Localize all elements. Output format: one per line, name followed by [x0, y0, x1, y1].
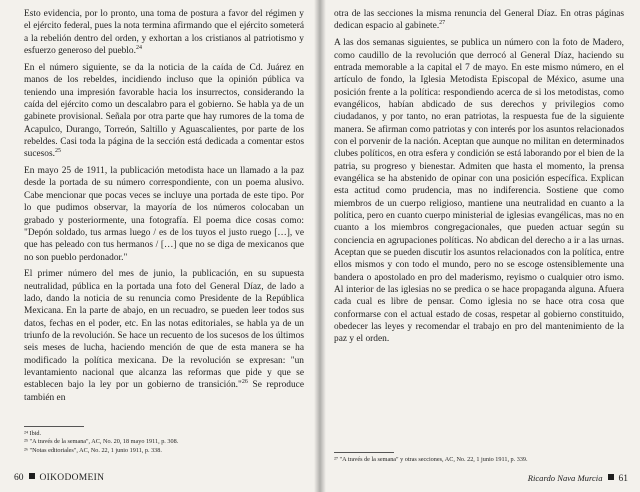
- footnote: ²⁴ Ibid.: [24, 430, 42, 437]
- right-folio: [528, 473, 628, 484]
- left-footnotes: [24, 430, 304, 455]
- footnote: ²⁵ "A través de la semana", AC, No. 20, 18 mayo 1911, p. 308.: [24, 438, 179, 446]
- square-bullet-icon: [608, 474, 614, 480]
- paragraph: En el número siguiente, se da la noticia de la caída de Cd. Juárez en manos de los rebeldes, incidiendo incluso que la opinión pública va teniendo una impresión favorable hacia los insurrectos, considerando la caída del ejército como un descalabro para el gobierno. Se habla ya de un gabinete provisional. Señala por otra parte que hay rumores de la toma de Acapulco, Durango, Torreón, Saltillo y Aguascalientes, por parte de los rebeldes. Casi toda la página de la sección está dedicada a comentar estos sucesos.$^{25}$: [24, 62, 304, 160]
- paragraph: otra de las secciones la misma renuncia del General Díaz. En otras páginas dedican espacio al gabinete.$^{27}$: [334, 9, 624, 32]
- footnote-ref: 25: [55, 148, 61, 155]
- journal-name: OIKODOMEIN: [39, 473, 105, 483]
- left-body-text: [24, 8, 304, 409]
- paragraph: A las dos semanas siguientes, se publica un número con la foto de Madero, como caudillo de la revolución que derrocó al General Díaz, haciendo su entrada memorable a la capital el 7 de mayo. En este mismo número, en el artículo de fondo, la Iglesia Metodista Episcopal de México, asume una posición frente a la política: respondiendo acerca de si los metodistas, como evangélicos, habían abdicado de sus derechos y privilegios como ciudadanos, y por tanto, no eran patriotas, la respuesta fue de la siguiente manera. Se afirman como patriotas y con interés por los asuntos relacionados con el porvenir de la nación. Aceptan que aunque no militan en determinados clubes políticos, en otra esfera y condición se está laborando por el bien de la patria, su progreso y bienestar. Admiten que hasta el momento, la prensa evangélica se ha abstenido de opinar con una posición específica. Explican esta actitud como prudencia, mas no indiferencia. Sostiene que como miembros de un cuerpo religioso, mantiene una neutralidad en cuanto a la política, pero en cuanto cuerpo ministerial de iglesias evangélicas, mas no en cuanto a los miembros congregacionales, que pueden actuar según su conciencia en agrupaciones políticas. No abdican del derecho a ir a las urnas. Aceptan que se pueden discutir los asuntos relacionados con la política, entre ellos mismos y con todo el mundo, pero no se escoge ostensiblemente una bandera o apostolado en pro del maderismo, reyismo o cualquier otro ismo. Al interior de las iglesias no se predica o se hace propaganda alguna. Afuera cada cual es libre de pensar. Como iglesia no se hace otra cosa que conformarse con el actual estado de cosas, respetar al gobierno constituido, obedecer las leyes y recomendar el trabajo en pro del mantenimiento de la paz y el orden.: [334, 38, 624, 345]
- square-bullet-icon: [29, 473, 35, 479]
- paragraph: Esto evidencia, por lo pronto, una toma de postura a favor del régimen y el ejército federal, pues la nota termina afirmando que el ejército someterá a la rebelión dentro del orden, y exhortan a los cristianos al patriotismo y esfuerzo generoso del pueblo.$^{24}$: [24, 9, 304, 57]
- author-name: Ricardo Nava Murcia: [527, 473, 603, 483]
- footnote: ²⁶ "Notas editoriales", AC, No. 22, 1 junio 1911, p. 338.: [24, 446, 162, 454]
- paragraph: En mayo 25 de 1911, la publicación metodista hace un llamado a la paz desde la portada de su número correspondiente, con un poema alusivo. Cabe mencionar que pocas veces se incluye una portada de este tipo. Por lo que pudimos observar, la mayoría de los números colocaban un grabado y posteriormente, una fotografía. El poema dice cosas como: "Depón soldado, tus armas luego / es de los tuyos el justo ruego […], ve que has peleado con tus hermanos / […] que no se diga de mexicanos que no son pueblo perdonador.": [24, 166, 304, 263]
- footnote-ref: 24: [135, 44, 142, 51]
- footnote-ref: 26: [241, 379, 248, 386]
- footnote: ²⁷ "A través de la semana" y otras secciones, AC, No. 22, 1 junio 1911, p. 339.: [334, 456, 528, 463]
- right-page: [322, 0, 640, 492]
- paragraph: El primer número del mes de junio, la publicación, en su supuesta neutralidad, pública en la portada una foto del General Díaz, de lado a lado, dando la noticia de su renuncia como Presidente de la República Mexicana. En la parte de abajo, en un recuadro, se pueden leer todos sus datos, fechas en el poder, etc. En las notas editoriales, se habla ya de un triunfo de la revolución. Se hace un recuento de los sucesos de los últimos seis meses de lucha, haciendo mención de que de esta manera se ha modificado la política mexicana. De la revolución se expresan: "un levantamiento nacional que alcanza las reformas que pide y que se establecen bajo la ley por un gobierno de transición."$^{26}$ Se reproduce también en: [24, 269, 304, 403]
- footnote-rule: [24, 426, 84, 427]
- page-number: 61: [618, 474, 628, 484]
- left-folio: [14, 473, 104, 483]
- right-body-text: [334, 8, 624, 350]
- right-footnotes: [334, 456, 624, 464]
- footnote-ref: 27: [439, 20, 446, 27]
- left-page: [0, 0, 318, 492]
- footnote-rule: [334, 452, 394, 453]
- page-number: 60: [14, 473, 24, 483]
